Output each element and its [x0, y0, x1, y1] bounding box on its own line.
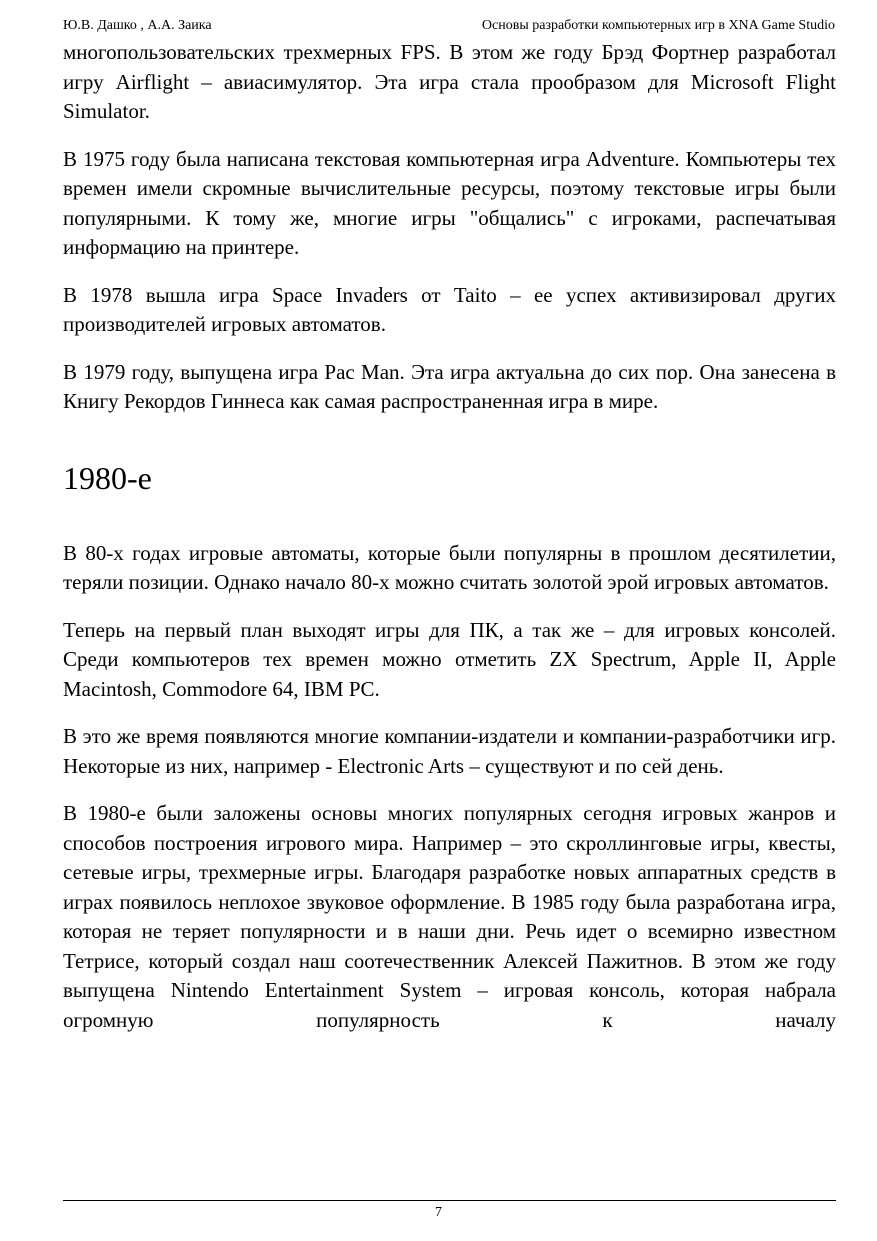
paragraph: В 80-х годах игровые автоматы, которые были популярны в прошлом десятилетии, теряли позиции. Однако начало 80-х можно считать золотой эрой игровых автоматов. [63, 540, 836, 594]
page-number: 7 [435, 1205, 442, 1220]
running-header [63, 16, 835, 36]
section-heading: 1980-е [63, 459, 152, 496]
paragraph: В 1980-е были заложены основы многих популярных сегодня игровых жанров и способов построения игрового мира. Например – это скроллинговые игры, квесты, сетевые игры, трехмерные игры. Благодаря разработке новых аппаратных средств в играх появилось неплохое звуковое оформление. В 1985 году была разработана игра, которая не теряет популярности и в наши дни. Речь идет о всемирно известном Тетрисе, который создал наш соотечественник Алексей Пажитнов. В этом же году выпущена Nintendo Entertainment System – игровая консоль, которая набрала огромную популярность к началу [63, 801, 836, 1032]
header-book-title: Основы разработки компьютерных игр в XNA Game Studio [481, 18, 835, 33]
paragraph: В 1979 году, выпущена игра Pac Man. Эта игра актуальна до сих пор. Она занесена в Книгу Рекордов Гиннеса как самая распространенная игра в мире. [63, 359, 836, 413]
footer-rule [63, 1200, 836, 1201]
paragraph: Теперь на первый план выходят игры для ПК, а так же – для игровых консолей. Среди компьютеров тех времен можно отметить ZX Spectrum, Apple II, Apple Macintosh, Commodore 64, IBM PC. [63, 617, 836, 701]
header-authors: Ю.В. Дашко , А.А. Заика [63, 18, 212, 33]
page-body [63, 38, 836, 1035]
paragraph: В это же время появляются многие компании-издатели и компании-разработчики игр. Некоторые из них, например - Electronic Arts – существуют и по сей день. [63, 724, 836, 778]
paragraph: В 1975 году была написана текстовая компьютерная игра Adventure. Компьютеры тех времен имели скромные вычислительные ресурсы, поэтому текстовые игры были популярными. К тому же, многие игры "общались" с игроками, распечатывая информацию на принтере. [63, 146, 836, 259]
paragraph: В 1978 вышла игра Space Invaders от Taito – ее успех активизировал других производителей игровых автоматов. [63, 282, 836, 336]
paragraph: многопользовательских трехмерных FPS. В этом же году Брэд Фортнер разработал игру Airflight – авиасимулятор. Эта игра стала прообразом для Microsoft Flight Simulator. [63, 40, 836, 123]
